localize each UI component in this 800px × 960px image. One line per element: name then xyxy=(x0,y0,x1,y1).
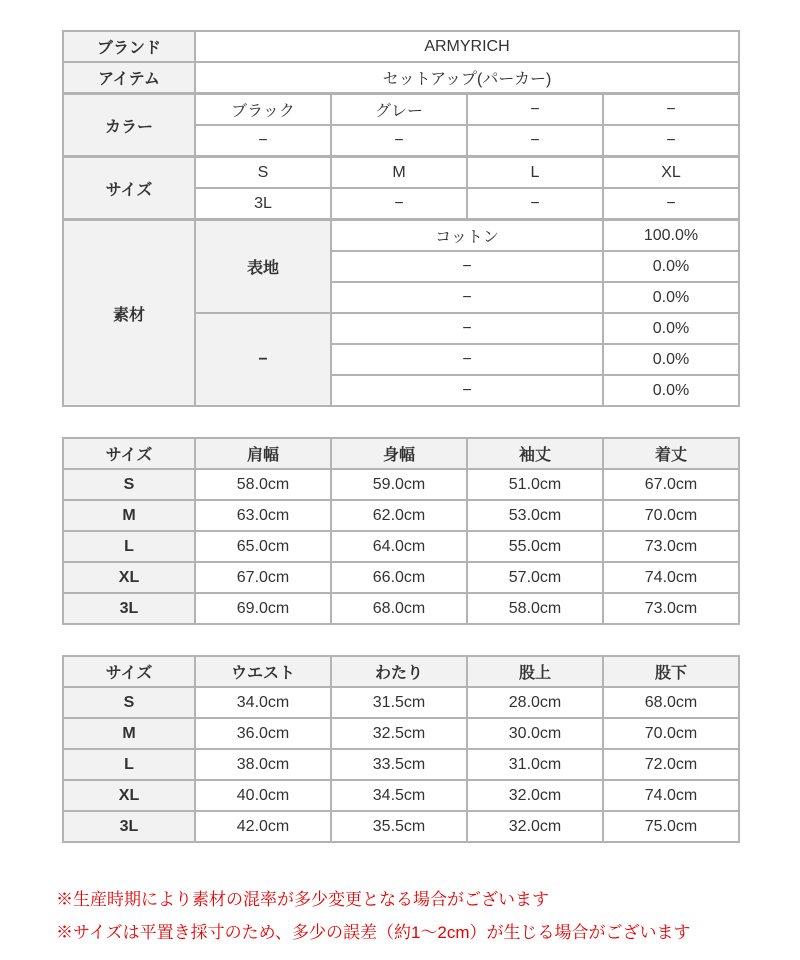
measurement-cell: 42.0cm xyxy=(195,811,331,842)
measurement-cell: 73.0cm xyxy=(603,531,739,562)
color-cell: − xyxy=(195,125,331,157)
measurement-cell: 36.0cm xyxy=(195,718,331,749)
color-row-1 xyxy=(63,94,739,126)
table-row xyxy=(63,687,739,718)
size-label-cell: M xyxy=(63,718,195,749)
table-row xyxy=(63,593,739,624)
size-cell: − xyxy=(467,188,603,220)
product-info-table xyxy=(62,30,740,407)
color-cell: グレー xyxy=(331,94,467,126)
measurement-cell: 67.0cm xyxy=(195,562,331,593)
size-cell: − xyxy=(331,188,467,220)
material-name-cell: コットン xyxy=(331,220,603,252)
size-cell: M xyxy=(331,157,467,189)
measurement-cell: 72.0cm xyxy=(603,749,739,780)
measurement-cell: 58.0cm xyxy=(467,593,603,624)
measurement-cell: 59.0cm xyxy=(331,469,467,500)
size-label-cell: 3L xyxy=(63,593,195,624)
header-cell: サイズ xyxy=(63,656,195,687)
material-name-cell: − xyxy=(331,313,603,344)
header-cell: 着丈 xyxy=(603,438,739,469)
material-pct-cell: 100.0% xyxy=(603,220,739,252)
measurement-cell: 40.0cm xyxy=(195,780,331,811)
measurement-cell: 31.0cm xyxy=(467,749,603,780)
size-label-cell: 3L xyxy=(63,811,195,842)
bottoms-size-chart xyxy=(62,655,740,843)
header-cell: 肩幅 xyxy=(195,438,331,469)
measurement-cell: 34.0cm xyxy=(195,687,331,718)
size-row-1 xyxy=(63,157,739,189)
measurement-cell: 58.0cm xyxy=(195,469,331,500)
measurement-cell: 28.0cm xyxy=(467,687,603,718)
measurement-cell: 68.0cm xyxy=(331,593,467,624)
size-label-cell: XL xyxy=(63,780,195,811)
material-pct-cell: 0.0% xyxy=(603,375,739,406)
material-row xyxy=(63,220,739,252)
disclaimer-notes xyxy=(56,883,800,949)
size-label-cell: S xyxy=(63,687,195,718)
brand-value-cell: ARMYRICH xyxy=(195,31,739,62)
measurement-cell: 55.0cm xyxy=(467,531,603,562)
measurement-cell: 57.0cm xyxy=(467,562,603,593)
color-cell: − xyxy=(467,125,603,157)
measurement-cell: 75.0cm xyxy=(603,811,739,842)
size-label-cell: XL xyxy=(63,562,195,593)
measurement-cell: 32.0cm xyxy=(467,811,603,842)
material-pct-cell: 0.0% xyxy=(603,344,739,375)
color-cell: − xyxy=(603,125,739,157)
material-name-cell: − xyxy=(331,251,603,282)
table-row xyxy=(63,780,739,811)
measurement-cell: 51.0cm xyxy=(467,469,603,500)
color-cell: − xyxy=(467,94,603,126)
tops-size-chart xyxy=(62,437,740,625)
measurement-cell: 53.0cm xyxy=(467,500,603,531)
item-row xyxy=(63,62,739,94)
header-cell: 股下 xyxy=(603,656,739,687)
color-cell: − xyxy=(331,125,467,157)
size-label-cell: M xyxy=(63,500,195,531)
material-name-cell: − xyxy=(331,282,603,313)
measurement-cell: 31.5cm xyxy=(331,687,467,718)
color-cell: ブラック xyxy=(195,94,331,126)
measurement-cell: 33.5cm xyxy=(331,749,467,780)
measurement-cell: 65.0cm xyxy=(195,531,331,562)
material-pct-cell: 0.0% xyxy=(603,313,739,344)
material-name-cell: − xyxy=(331,344,603,375)
measurement-cell: 73.0cm xyxy=(603,593,739,624)
table-row xyxy=(63,811,739,842)
measurement-cell: 70.0cm xyxy=(603,718,739,749)
header-cell: わたり xyxy=(331,656,467,687)
measurement-cell: 32.0cm xyxy=(467,780,603,811)
header-cell: 身幅 xyxy=(331,438,467,469)
size-cell: 3L xyxy=(195,188,331,220)
size-label-cell: L xyxy=(63,749,195,780)
item-value-cell: セットアップ(パーカー) xyxy=(195,62,739,94)
color-label-cell: カラー xyxy=(63,94,195,157)
brand-row xyxy=(63,31,739,62)
header-cell: サイズ xyxy=(63,438,195,469)
measurement-cell: 38.0cm xyxy=(195,749,331,780)
measurement-cell: 30.0cm xyxy=(467,718,603,749)
size-label-cell: S xyxy=(63,469,195,500)
material-pct-cell: 0.0% xyxy=(603,251,739,282)
material-pct-cell: 0.0% xyxy=(603,282,739,313)
measurement-cell: 62.0cm xyxy=(331,500,467,531)
item-label-cell: アイテム xyxy=(63,62,195,94)
measurement-cell: 74.0cm xyxy=(603,780,739,811)
measurement-cell: 69.0cm xyxy=(195,593,331,624)
bottoms-chart-header-row xyxy=(63,656,739,687)
size-cell: XL xyxy=(603,157,739,189)
measurement-cell: 66.0cm xyxy=(331,562,467,593)
measurement-cell: 64.0cm xyxy=(331,531,467,562)
material-name-cell: − xyxy=(331,375,603,406)
header-cell: ウエスト xyxy=(195,656,331,687)
header-cell: 袖丈 xyxy=(467,438,603,469)
note-material-variation: ※生産時期により素材の混率が多少変更となる場合がございます xyxy=(56,890,549,909)
table-row xyxy=(63,749,739,780)
size-cell: S xyxy=(195,157,331,189)
tops-chart-header-row xyxy=(63,438,739,469)
table-row xyxy=(63,500,739,531)
measurement-cell: 34.5cm xyxy=(331,780,467,811)
measurement-cell: 74.0cm xyxy=(603,562,739,593)
measurement-cell: 63.0cm xyxy=(195,500,331,531)
table-row xyxy=(63,469,739,500)
table-row xyxy=(63,718,739,749)
measurement-cell: 35.5cm xyxy=(331,811,467,842)
measurement-cell: 68.0cm xyxy=(603,687,739,718)
measurement-cell: 32.5cm xyxy=(331,718,467,749)
size-label-cell: L xyxy=(63,531,195,562)
table-row xyxy=(63,531,739,562)
measurement-cell: 67.0cm xyxy=(603,469,739,500)
table-row xyxy=(63,562,739,593)
size-cell: − xyxy=(603,188,739,220)
color-cell: − xyxy=(603,94,739,126)
brand-label-cell: ブランド xyxy=(63,31,195,62)
measurement-cell: 70.0cm xyxy=(603,500,739,531)
header-cell: 股上 xyxy=(467,656,603,687)
size-label-cell: サイズ xyxy=(63,157,195,220)
material-label-cell: 素材 xyxy=(63,220,195,407)
note-measurement-tolerance: ※サイズは平置き採寸のため、多少の誤差（約1～2cm）が生じる場合がございます xyxy=(56,923,691,942)
material-part-cell: − xyxy=(195,313,331,406)
material-part-cell: 表地 xyxy=(195,220,331,314)
size-cell: L xyxy=(467,157,603,189)
